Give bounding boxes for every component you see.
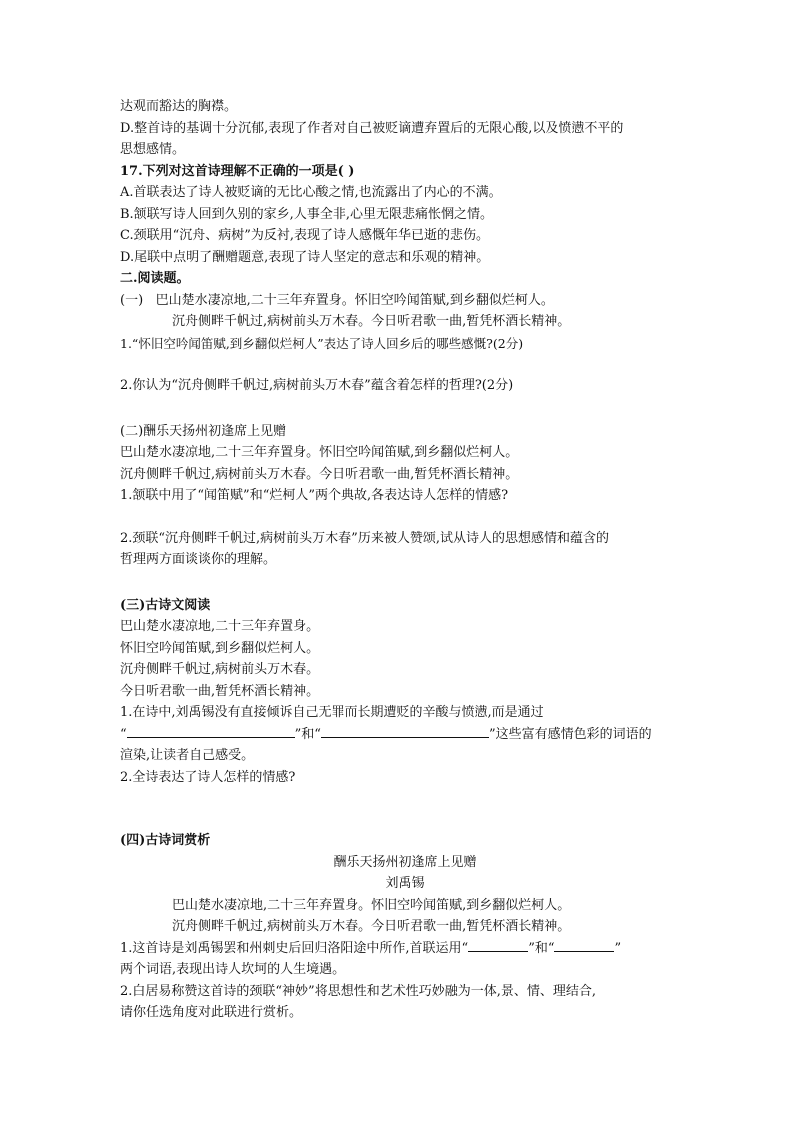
part-4-question-2: 2.白居易称赞这首诗的颈联“神妙”将思想性和艺术性巧妙融为一体,景、情、理结合, bbox=[120, 983, 596, 999]
answer-blank[interactable] bbox=[127, 725, 295, 738]
part-2-question-2: 2.颈联“沉舟侧畔千帆过,病树前头万木春”历来被人赞颂,试从诗人的思想感情和蕴含的 bbox=[120, 530, 609, 546]
part-3-poem-line-2: 怀旧空吟闻笛赋,到乡翻似烂柯人。 bbox=[120, 640, 320, 656]
answer-blank[interactable] bbox=[321, 725, 489, 738]
answer-blank[interactable] bbox=[468, 939, 528, 952]
part-3-poem-line-4: 今日听君歌一曲,暂凭杯酒长精神。 bbox=[120, 683, 320, 699]
text-line: 思想感情。 bbox=[120, 142, 186, 157]
part-1-label: (一) bbox=[120, 292, 144, 308]
part-3-question-1: 1.在诗中,刘禹锡没有直接倾诉自己无罪而长期遭贬的辛酸与愤懑,而是通过 bbox=[120, 705, 544, 720]
part-1-question-2: 2.你认为“沉舟侧畔千帆过,病树前头万木春”蕴含着怎样的哲理?(2分) bbox=[120, 378, 514, 393]
part-4-poem-line-1: 巴山楚水凄凉地,二十三年弃置身。怀旧空吟闻笛赋,到乡翻似烂柯人。 bbox=[172, 897, 571, 913]
question-17-option-a: A.首联表达了诗人被贬谪的无比心酸之情,也流露出了内心的不满。 bbox=[120, 185, 502, 200]
section-2-title: 二.阅读题。 bbox=[120, 271, 190, 286]
option-d-prev: D.整首诗的基调十分沉郁,表现了作者对自己被贬谪遭弃置后的无限心酸,以及愤懑不平的 bbox=[120, 120, 624, 136]
part-4-question-1: 1.这首诗是刘禹锡罢和州刺史后回归洛阳途中所作,首联运用“ ”和“ ” bbox=[120, 940, 622, 956]
question-17-title: 17.下列对这首诗理解不正确的一项是( ) bbox=[120, 163, 355, 179]
part-3-poem-line-1: 巴山楚水凄凉地,二十三年弃置身。 bbox=[120, 619, 320, 634]
part-1-poem-line-2: 沉舟侧畔千帆过,病树前头万木春。今日听君歌一曲,暂凭杯酒长精神。 bbox=[172, 314, 571, 329]
part-4-question-2-cont: 请你任选角度对此联进行赏析。 bbox=[120, 1005, 303, 1020]
part-3-question-2: 2.全诗表达了诗人怎样的情感? bbox=[120, 769, 296, 785]
poem-author: 刘禹锡 bbox=[385, 876, 425, 891]
part-1-poem-line-1 bbox=[120, 290, 690, 312]
part-3-title: (三)古诗文阅读 bbox=[120, 597, 211, 613]
text-line: 达观而豁达的胸襟。 bbox=[120, 99, 238, 114]
part-4-title: (四)古诗词赏析 bbox=[120, 833, 211, 848]
part-1-question-1: 1.“怀旧空吟闻笛赋,到乡翻似烂柯人”表达了诗人回乡后的哪些感慨?(2分) bbox=[120, 335, 524, 351]
answer-blank[interactable] bbox=[554, 939, 614, 952]
part-4-poem-line-2: 沉舟侧畔千帆过,病树前头万木春。今日听君歌一曲,暂凭杯酒长精神。 bbox=[172, 919, 571, 934]
part-3-question-1-cont: 渲染,让读者自己感受。 bbox=[120, 748, 255, 763]
part-3-question-1-blanks: “ ”和“ ”这些富有感情色彩的词语的 bbox=[120, 726, 652, 742]
part-2-title: (二)酬乐天扬州初逢席上见赠 bbox=[120, 423, 287, 439]
question-17-option-c: C.颈联用“沉舟、病树”为反衬,表现了诗人感慨年华已逝的悲伤。 bbox=[120, 228, 490, 243]
part-2-poem-line-2: 沉舟侧畔千帆过,病树前头万木春。今日听君歌一曲,暂凭杯酒长精神。 bbox=[120, 466, 519, 482]
part-2-poem-line-1: 巴山楚水凄凉地,二十三年弃置身。怀旧空吟闻笛赋,到乡翻似烂柯人。 bbox=[120, 445, 519, 460]
part-2-question-2-cont: 哲理两方面谈谈你的理解。 bbox=[120, 552, 277, 567]
question-17-option-b: B.颔联写诗人回到久别的家乡,人事全非,心里无限悲痛怅惘之情。 bbox=[120, 206, 493, 222]
part-3-poem-line-3: 沉舟侧畔千帆过,病树前头万木春。 bbox=[120, 662, 320, 677]
poem-text: 巴山楚水凄凉地,二十三年弃置身。怀旧空吟闻笛赋,到乡翻似烂柯人。 bbox=[155, 292, 554, 308]
part-4-question-1-cont: 两个词语,表现出诗人坎坷的人生境遇。 bbox=[120, 962, 346, 977]
part-2-question-1: 1.颔联中用了“闻笛赋”和“烂柯人”两个典故,各表达诗人怎样的情感? bbox=[120, 488, 509, 503]
question-17-option-d: D.尾联中点明了酬赠题意,表现了诗人坚定的意志和乐观的精神。 bbox=[120, 249, 490, 265]
worksheet-page bbox=[120, 96, 690, 1024]
poem-title: 酬乐天扬州初逢席上见赠 bbox=[333, 854, 477, 870]
